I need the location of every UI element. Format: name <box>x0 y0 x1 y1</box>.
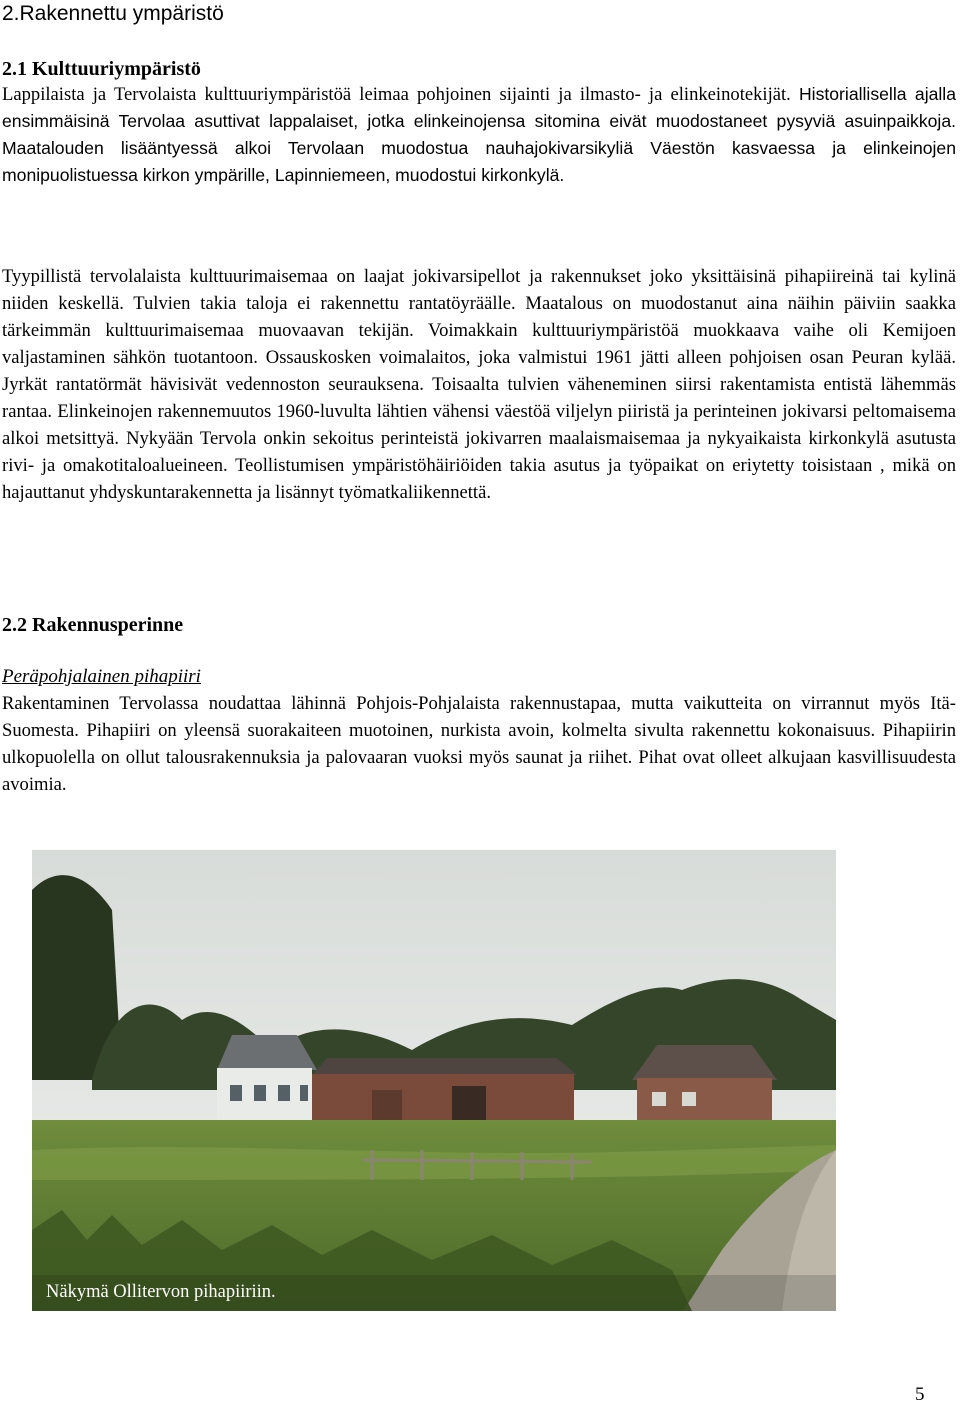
paragraph-kulttuuriymparisto-1 <box>2 81 956 189</box>
section-heading-rakennusperinne: 2.2 Rakennusperinne <box>2 614 184 636</box>
right-roof <box>632 1045 777 1080</box>
farmyard-illustration <box>32 850 836 1311</box>
barn-roof <box>312 1058 577 1075</box>
paragraph-kulttuuriymparisto-2: Tyypillistä tervolalaista kulttuurimaisemaa on laajat jokivarsipellot ja rakennukset joko yksittäisinä pihapiireinä tai kylinä niiden keskellä. Tulvien takia taloja ei rakennettu rantatöyräälle. Maatalous on muodostanut aina näihin päiviin saakka tärkeimmän kulttuurimaisemaa muovaavan tekijän. Voimakkain kulttuuriympäristöä muokkaava vaihe oli Kemijoen valjastaminen sähkön tuotantoon. Ossauskosken voimalaitos, joka valmistui 1961 jätti alleen pohjoisen osan Peuran kylää. Jyrkät rantatörmät hävisivät vedennoston seurauksena. Toisaalta tulvien väheneminen siirsi rakentamista entistä lähemmäs rantaa. Elinkeinojen rakennemuutos 1960-luvulta lähtien vähensi väestöä viljelyn piiristä ja perinteinen jokivarsi peltomaisema alkoi metsittyä. Nykyään Tervola onkin sekoitus perinteistä jokivarren maalaismaisemaa ja nykyaikaista kirkonkylä asutusta rivi- ja omakotitaloalueineen. Teollistumisen ympäristöhäiriöiden takia asutus ja työpaikat on eriytetty toisistaan , mikä on hajauttanut yhdyskuntarakennetta ja lisännyt työmatkaliikennettä. <box>2 266 956 503</box>
farmyard-photo <box>32 850 836 1311</box>
subheading-perapohjalainen-pihapiiri: Peräpohjalainen pihapiiri <box>2 666 201 687</box>
photo-caption: Näkymä Ollitervon pihapiiriin. <box>46 1282 276 1302</box>
paragraph-lead-serif: Lappilaista ja Tervolaista kulttuuriympäristöä leimaa pohjoinen sijainti ja ilmasto- ja elinkeinotekijät. <box>2 84 791 105</box>
paragraph-rakennusperinne-1: Rakentaminen Tervolassa noudattaa lähinnä Pohjois-Pohjalaista rakennustapaa, mutta vaikutteita on virrannut myös Itä-Suomesta. Pihapiiri on yleensä suorakaiteen muotoinen, nurkista avoin, kolmelta sivulta rakennettu kokonaisuus. Pihapiirin ulkopuolella on ollut talousrakennuksia ja palovaaran vuoksi myös saunat ja riihet. Pihat ovat olleet alkujaan kasvillisuudesta avoimia. <box>2 693 956 795</box>
page-number: 5 <box>915 1384 925 1405</box>
section-heading-kulttuuriymparisto: 2.1 Kulttuuriympäristö <box>2 58 201 80</box>
paragraph-sans-part: Historiallisella ajalla ensimmäisinä Tervolaa asuttivat lappalaiset, jotka elinkeinojensa sitomina eivät muodostaneet pysyviä asuinpaikkoja. Maatalouden lisääntyessä alkoi Tervolaan muodostua nauhajokivarsikyliä Väestön kasvaessa ja elinkeinojen monipuolistuessa kirkon ympärille, Lapinniemeen, muodostui kirkonkylä. <box>2 84 956 185</box>
chapter-heading: 2.Rakennettu ympäristö <box>2 2 224 25</box>
